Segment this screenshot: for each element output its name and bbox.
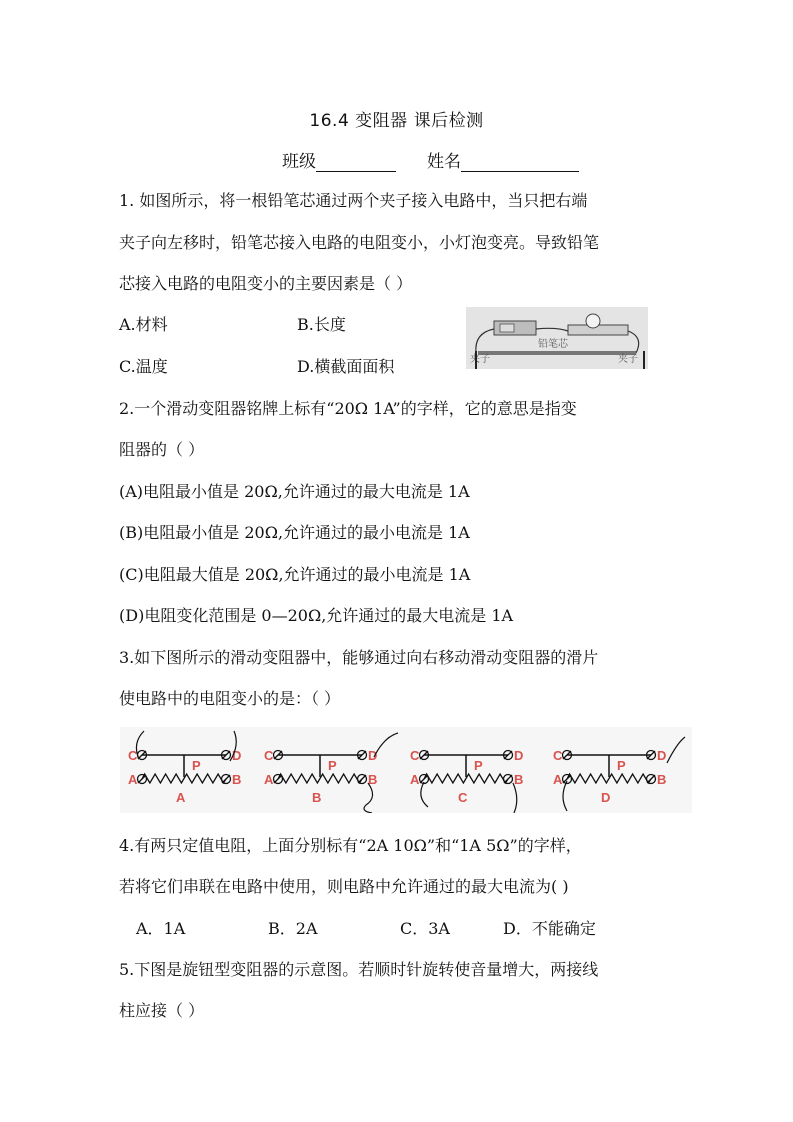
q3-line-1: 3.如下图所示的滑动变阻器中，能够通过向右移动滑动变阻器的滑片 xyxy=(119,648,599,667)
q2-option-b: (B)电阻最小值是 20Ω,允许通过的最小电流是 1A xyxy=(119,523,470,542)
name-blank[interactable] xyxy=(461,151,579,172)
page-title: 16.4 变阻器 课后检测 xyxy=(309,111,484,131)
label-b-2: B xyxy=(368,772,378,787)
q2-option-c: (C)电阻最大值是 20Ω,允许通过的最小电流是 1A xyxy=(119,565,471,584)
student-info-row xyxy=(282,147,579,172)
label-d-4: D xyxy=(657,748,667,763)
wire-4-2 xyxy=(563,781,567,811)
caption-1: A xyxy=(176,790,186,805)
q1-line-1: 1. 如图所示，将一根铅笔芯通过两个夹子接入电路中，当只把右端 xyxy=(119,191,588,210)
pencil-lead-circuit-figure xyxy=(466,307,648,369)
q4-line-2: 若将它们串联在电路中使用，则电路中允许通过的最大电流为( ) xyxy=(119,877,569,896)
label-a-4: A xyxy=(553,772,563,787)
q2-line-2: 阻器的（ ） xyxy=(119,440,205,459)
q4-option-b: B．2A xyxy=(268,919,318,938)
caption-3: C xyxy=(458,790,468,805)
q1-option-a: A.材料 xyxy=(119,315,168,334)
label-b-3: B xyxy=(514,772,524,787)
label-c-2: C xyxy=(264,748,274,763)
pencil-lead-label: 铅笔芯 xyxy=(538,339,568,350)
sliding-rheostat-figure xyxy=(120,727,692,813)
label-a-1: A xyxy=(128,772,138,787)
label-b-1: B xyxy=(232,772,242,787)
class-blank[interactable] xyxy=(316,151,396,172)
label-d-2: D xyxy=(368,748,378,763)
name-label: 姓名 xyxy=(427,152,461,172)
label-c-1: C xyxy=(128,748,138,763)
wire-2-1 xyxy=(374,733,398,757)
q1-line-2: 夹子向左移时，铅笔芯接入电路的电阻变小，小灯泡变亮。导致铅笔 xyxy=(119,233,600,252)
right-clip-label: 夹子 xyxy=(618,354,638,365)
q3-line-2: 使电路中的电阻变小的是：（ ） xyxy=(119,689,341,708)
label-c-3: C xyxy=(410,748,420,763)
q4-line-1: 4.有两只定值电阻，上面分别标有“2A 10Ω”和“1A 5Ω”的字样， xyxy=(119,836,582,855)
q4-option-d: D．不能确定 xyxy=(503,919,596,938)
q4-option-c: C．3A xyxy=(400,919,450,938)
q2-option-d: (D)电阻变化范围是 0—20Ω,允许通过的最大电流是 1A xyxy=(119,606,514,625)
label-p-1: P xyxy=(192,758,201,773)
q1-option-c: C.温度 xyxy=(119,357,168,376)
q2-option-a: (A)电阻最小值是 20Ω,允许通过的最大电流是 1A xyxy=(119,482,470,501)
label-a-3: A xyxy=(410,772,420,787)
q4-option-a: A．1A xyxy=(136,919,186,938)
label-d-3: D xyxy=(514,748,524,763)
q5-line-2: 柱应接（ ） xyxy=(119,1001,205,1020)
label-p-2: P xyxy=(328,758,337,773)
caption-4: D xyxy=(601,790,611,805)
q2-line-1: 2.一个滑动变阻器铭牌上标有“20Ω 1A”的字样，它的意思是指变 xyxy=(119,399,577,418)
q1-line-3: 芯接入电路的电阻变小的主要因素是（ ） xyxy=(119,274,413,293)
label-d-1: D xyxy=(232,748,242,763)
label-p-4: P xyxy=(617,758,626,773)
label-p-3: P xyxy=(474,758,483,773)
q1-option-b: B.长度 xyxy=(297,315,346,334)
wire-4-1 xyxy=(667,737,685,763)
class-label: 班级 xyxy=(282,152,316,172)
label-b-4: B xyxy=(657,772,667,787)
caption-2: B xyxy=(312,790,322,805)
q1-option-d: D.横截面面积 xyxy=(297,357,395,376)
q5-line-1: 5.下图是旋钮型变阻器的示意图。若顺时针旋转使音量增大，两接线 xyxy=(119,960,599,979)
wire-3-2 xyxy=(513,783,517,813)
wire-3-1 xyxy=(421,782,428,807)
label-c-4: C xyxy=(553,748,563,763)
left-clip-label: 夹子 xyxy=(470,354,490,365)
wire-2-2 xyxy=(364,783,373,813)
label-a-2: A xyxy=(264,772,274,787)
